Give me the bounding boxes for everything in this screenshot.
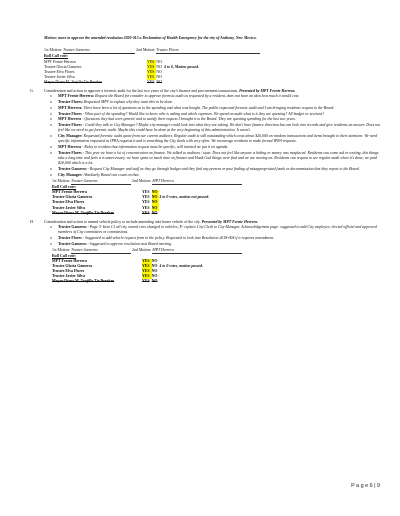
second-motion-name: MPT Herrera — [152, 248, 242, 254]
speaker-name: Trustee Flores — [58, 235, 82, 240]
vote-no: NO — [151, 258, 158, 263]
vote-yes: YES — [147, 79, 155, 84]
section-letter: G. — [30, 89, 34, 94]
vote-no: NO — [156, 79, 162, 84]
voter-name: Trustee Elva Flores — [52, 269, 85, 274]
vote-yes: YES — [147, 69, 155, 74]
bullet-icon: o — [50, 167, 52, 172]
bullet-icon: o — [50, 105, 52, 110]
vote-no: NO — [156, 69, 162, 74]
speaker-name: Trustee Gameros — [58, 167, 87, 172]
second-motion-label: 2nd Motion: — [132, 247, 152, 252]
vote-no: NO — [151, 190, 158, 195]
section-heading: Consideration and action to amend vehicle policy to include amending take home vehicle of the city. — [44, 219, 201, 224]
roll-call-table — [52, 190, 211, 215]
discussion-item — [50, 106, 382, 111]
speaker-name: Trustee Gameros — [58, 224, 87, 229]
second-motion-label: 2nd Motion: — [132, 178, 152, 183]
roll-call-table — [52, 259, 205, 284]
speaker-name: Trustee Flores — [58, 151, 82, 156]
section-heading: Consideration and action to approve a forensic audit for the last two years of the city's finance and procurement transactions. — [44, 89, 239, 94]
vote-no: NO — [151, 195, 158, 200]
vote-no: NO — [151, 269, 158, 274]
discussion-item — [50, 100, 382, 105]
roll-call-table — [44, 60, 201, 85]
voter-name: Trustee Javier Silva — [52, 205, 85, 210]
bullet-icon: o — [50, 123, 52, 128]
vote-no: NO — [151, 279, 158, 284]
vote-result — [164, 80, 201, 85]
speaker-name: Trustee Flores — [58, 111, 82, 116]
second-motion-name: MPT Herrera — [152, 179, 242, 185]
speaker-remark: - Suggested to add vehicle request form to the policy. Requested to look into Resolution 2018-004 if it requires amendment. — [82, 235, 275, 240]
voter-name: Mayor Diana M. Trujillo Tie Breaker — [44, 79, 102, 84]
speaker-name: MPT Herrera — [58, 145, 82, 150]
section-letter: H. — [30, 219, 34, 224]
vote-no: NO — [156, 74, 162, 79]
voter-name: Trustee Javier Silva — [44, 74, 75, 79]
vote-row — [44, 80, 201, 85]
vote-no: NO — [156, 59, 162, 64]
discussion-list — [44, 225, 382, 247]
bullet-icon: o — [50, 100, 52, 105]
voter-name: MPT Fernie Herrera — [52, 190, 87, 195]
vote-yes: YES — [142, 269, 150, 274]
vote-no: NO — [156, 64, 162, 69]
speaker-remark: - Relay to resident that information request must be specific, still insisted we put it on agenda. — [82, 145, 229, 150]
discussion-item — [50, 173, 382, 178]
first-motion-name: Trustee Gameros — [71, 248, 131, 254]
discussion-list — [44, 94, 382, 178]
discussion-item — [50, 242, 382, 247]
discussion-item — [50, 112, 382, 117]
vote-row — [52, 211, 211, 216]
first-motion-label: 1st Motion: — [44, 48, 63, 53]
bullet-icon: o — [50, 145, 52, 150]
discussion-item — [50, 134, 382, 144]
vote-yes: YES — [142, 258, 150, 263]
speaker-remark: There have been a lot of questions as to the spending and what was bought. The public requested forensic audit and I am bringing residents request to the Board. — [83, 105, 335, 110]
speaker-remark: - Page 3- Item C1 all city owned cars changed to vehicles; E- replace City Clerk to City Manager. Acknowledgement page: suggested to add City employee, elected official and approved members of City committees or commissions. — [58, 224, 377, 235]
vote-yes: YES — [142, 205, 150, 210]
bullet-icon: o — [50, 151, 52, 156]
vote-no: NO — [151, 200, 158, 205]
first-motion-label: 1st Motion: — [52, 178, 71, 183]
second-motion-name: Trustee Flores — [156, 48, 260, 54]
discussion-item — [50, 145, 382, 150]
voter-name: Trustee Javier Silva — [52, 274, 85, 279]
discussion-item — [50, 151, 382, 167]
bullet-icon: o — [50, 235, 52, 240]
second-motion-label: 2nd Motion: — [136, 48, 156, 53]
vote-no: NO — [151, 205, 158, 210]
discussion-item — [50, 236, 382, 241]
voter-name: Mayor Diana M. Trujillo Tie Breaker — [52, 210, 115, 215]
section-g — [30, 89, 382, 216]
discussion-item — [50, 123, 382, 133]
speaker-remark: Request the Board for consider to approve forensic audit as requested by a resident, does not have an idea how much it would cost. — [95, 94, 300, 99]
voter-name: Trustee Elva Flores — [44, 69, 75, 74]
vote-yes: YES — [142, 210, 150, 215]
speaker-remark: Requested MPT to explain why they want this to be done. — [84, 100, 174, 105]
vote-yes: YES — [142, 200, 150, 205]
speaker-remark: - What part of the spending? Would like to know who is asking and which expenses. We spend on audit what is it they are questing? All budget or sections? — [82, 111, 325, 116]
first-motion-label: 1st Motion: — [52, 247, 71, 252]
vote-no: NO — [151, 274, 158, 279]
section-presenter: Presented by MPT Fernie Herrera. — [239, 89, 296, 94]
voter-name: MPT Fernie Herrera — [52, 258, 87, 263]
bullet-icon: o — [50, 173, 52, 178]
vote-yes: YES — [142, 195, 150, 200]
bullet-icon: o — [50, 241, 52, 246]
voter-name: Trustee Gloria Gameros — [52, 264, 93, 269]
first-motion-name: Trustee Gameros — [63, 48, 135, 54]
speaker-remark: Requested forensic audit quote from our current auditors. Regular audit is still outstanding which costs about $20,000 on random transactions and items brought to their attention. We need specific information requested at IPRA requests it and is something the City deals with very often. We encourage residents to make formal IPRA requests. — [58, 134, 378, 144]
bullet-icon: o — [50, 94, 52, 99]
vote-no: NO — [151, 210, 158, 215]
discussion-item — [50, 225, 382, 235]
section-presenter: Presented by MPT Fernie Herrera. — [201, 219, 258, 224]
vote-no: NO — [151, 264, 158, 269]
voter-name: Mayor Diana M. Trujillo Tie Breaker — [52, 279, 115, 284]
speaker-name: Trustee Flores — [58, 123, 82, 128]
speaker-name: Trustee Flores: — [58, 100, 84, 105]
vote-row — [52, 279, 205, 284]
speaker-remark: - This year we have a lot of concentration on finance. We talked to auditors / state. Does not feel like anyone is hiding or money was misplaced. Residents can come ask in writing, this things take a long time and feels it is unnecessary, we have spent so much time on finance and Hank God things were find and we are moving on. Residents can request to see regular audit when it's done, we paid $20,000 which is a lot. — [58, 151, 379, 166]
vote-yes: YES — [147, 59, 155, 64]
roll-call-label: Roll Call vote: — [52, 185, 76, 190]
speaker-name: MPT Herrera: — [58, 105, 83, 110]
discussion-item — [50, 167, 382, 172]
bullet-icon: o — [50, 224, 52, 229]
roll-call-label: Roll Call vote: — [52, 253, 76, 258]
speaker-remark: - Suggested to approve resolution next Board meeting. — [87, 241, 172, 246]
vote-yes: YES — [147, 74, 155, 79]
first-motion-name: Trustee Gameros — [71, 179, 131, 185]
speaker-name: MPT Fernie Herrera: — [58, 94, 95, 99]
speaker-remark: - Request City Manager and staff as they go through budget and they find any present or past finding of misappropriated funds or documentation that they report to the Board. — [87, 167, 360, 172]
bullet-icon: o — [50, 134, 52, 139]
vote-result: 4 to 0 votes, motion passed. — [159, 264, 203, 269]
speaker-remark: Absolutely Board can count on that. — [83, 173, 140, 178]
bullet-icon: o — [50, 117, 52, 122]
vote-yes: YES — [142, 279, 150, 284]
speaker-name: City Manager: — [58, 134, 83, 139]
vote-yes: YES — [142, 264, 150, 269]
speaker-name: City Manager: — [58, 173, 83, 178]
speaker-remark: - Could they talk to City Manager? Maybe city manager could look into what they are asking. We don't have finance direction but can look into records and give residents an answer. Does not feel like we need to get forensic audit. Maybe this could have be done at the very beginning of this administration. It wasn't. — [58, 123, 381, 133]
speaker-name: Trustee Gameros — [58, 241, 87, 246]
bullet-icon: o — [50, 111, 52, 116]
vote-result — [159, 211, 211, 216]
vote-result — [159, 279, 205, 284]
voter-name: MPT Fernie Herrera — [44, 59, 76, 64]
roll-call-label: Roll Call vote: — [44, 54, 68, 59]
discussion-item — [50, 94, 382, 99]
motion-title: Motion: move to approve the amended resolution 2020-013 a Declaration of Health Emergency for the city of Anthony, New Mexico. — [44, 36, 257, 40]
voter-name: Trustee Gloria Gameros — [52, 195, 93, 200]
vote-yes: YES — [142, 274, 150, 279]
discussion-item — [50, 117, 382, 122]
vote-result: 4 to 0 votes, motion not passed. — [159, 195, 210, 200]
vote-yes: YES — [147, 64, 155, 69]
speaker-remark: - Questions they had were generic and to satisfy their request I brought it to the Board. They are questing spending for the last two years. — [82, 117, 296, 122]
voter-name: Trustee Gloria Gameros — [44, 64, 82, 69]
page-number: P a g e 6 | 9 — [351, 483, 380, 489]
speaker-name: MPT Herrera — [58, 117, 82, 122]
voter-name: Trustee Elva Flores — [52, 200, 85, 205]
vote-yes: YES — [142, 190, 150, 195]
vote-result: 4 to 0, Motion passed. — [163, 64, 200, 69]
section-h — [30, 220, 382, 285]
